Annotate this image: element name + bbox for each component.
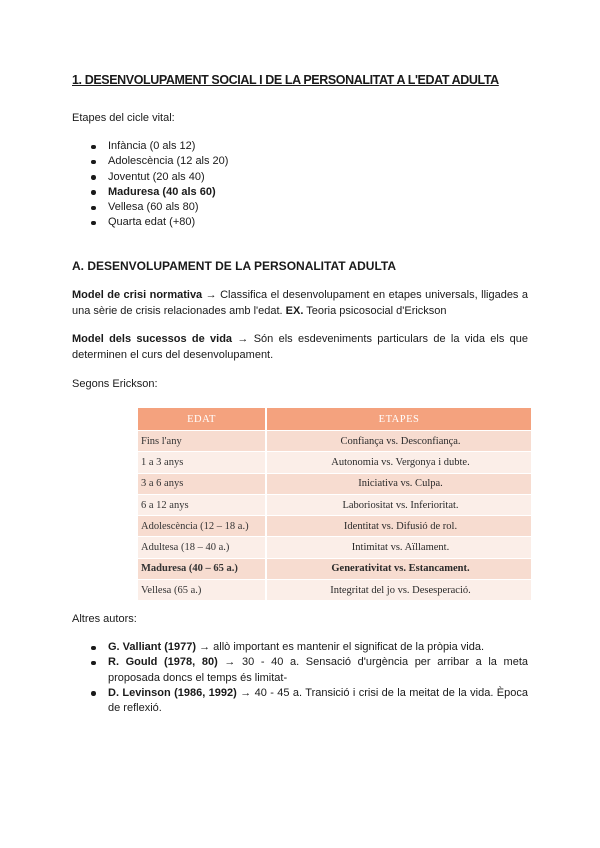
list-item: Infància (0 als 12) <box>72 139 228 154</box>
other-authors-label: Altres autors: <box>72 613 137 625</box>
table-row: Vellesa (65 a.) Integritat del jo vs. Desesperació. <box>138 580 531 601</box>
example-text: Teoria psicosocial d'Erickson <box>303 304 447 317</box>
erickson-table <box>138 408 531 600</box>
list-item: Vellesa (60 als 80) <box>72 200 228 215</box>
column-header-stages: ETAPES <box>266 408 531 431</box>
segons-label: Segons Erickson: <box>72 378 158 390</box>
stages-list <box>72 139 228 231</box>
table-row: 3 a 6 anys Iniciativa vs. Culpa. <box>138 473 531 494</box>
model-text: → Classifica el desenvolupament en etapes universals, lligades a una sèrie de crisis relacionades amb l'edat. <box>72 289 529 317</box>
authors-list <box>72 640 528 716</box>
page-title: 1. DESENVOLUPAMENT SOCIAL I DE LA PERSONALITAT A L'EDAT ADULTA <box>72 73 499 87</box>
list-item: Joventut (20 als 40) <box>72 170 228 185</box>
example-label: EX. <box>285 304 304 317</box>
list-item: R. Gould (1978, 80) → 30 - 40 a. Sensació d'urgència per arribar a la meta proposada doncs el temps és limitat- <box>72 655 528 686</box>
table-row: Adolescència (12 – 18 a.) Identitat vs. Difusió de rol. <box>138 516 531 537</box>
column-header-age: EDAT <box>138 408 266 431</box>
table-row: Maduresa (40 – 65 a.) Generativitat vs. Estancament. <box>138 558 531 579</box>
model-life-events-paragraph <box>72 332 528 363</box>
model-term: Model de crisi normativa <box>72 289 203 301</box>
section-heading: A. DESENVOLUPAMENT DE LA PERSONALITAT ADULTA <box>72 259 396 273</box>
list-item: Adolescència (12 als 20) <box>72 154 228 169</box>
list-item: G. Valliant (1977) → allò important es mantenir el significat de la pròpia vida. <box>72 640 528 655</box>
table-row: 6 a 12 anys Laboriositat vs. Inferioritat. <box>138 494 531 515</box>
list-item: D. Levinson (1986, 1992) → 40 - 45 a. Transició i crisi de la meitat de la vida. Època de reflexió. <box>72 686 528 717</box>
table-row: Adultesa (18 – 40 a.) Intimitat vs. Aïllament. <box>138 537 531 558</box>
list-item: Quarta edat (+80) <box>72 215 228 230</box>
model-normative-paragraph <box>72 288 528 319</box>
model-text: → Són els esdeveniments particulars de la vida els que determinen el curs del desenvolupament. <box>72 333 528 361</box>
table-row: Fins l'any Confiança vs. Desconfiança. <box>138 431 531 452</box>
model-term: Model dels sucessos de vida <box>72 333 233 345</box>
stages-intro: Etapes del cicle vital: <box>72 112 175 124</box>
table-row: 1 a 3 anys Autonomia vs. Vergonya i dubte. <box>138 452 531 473</box>
list-item: Maduresa (40 als 60) <box>72 185 228 200</box>
